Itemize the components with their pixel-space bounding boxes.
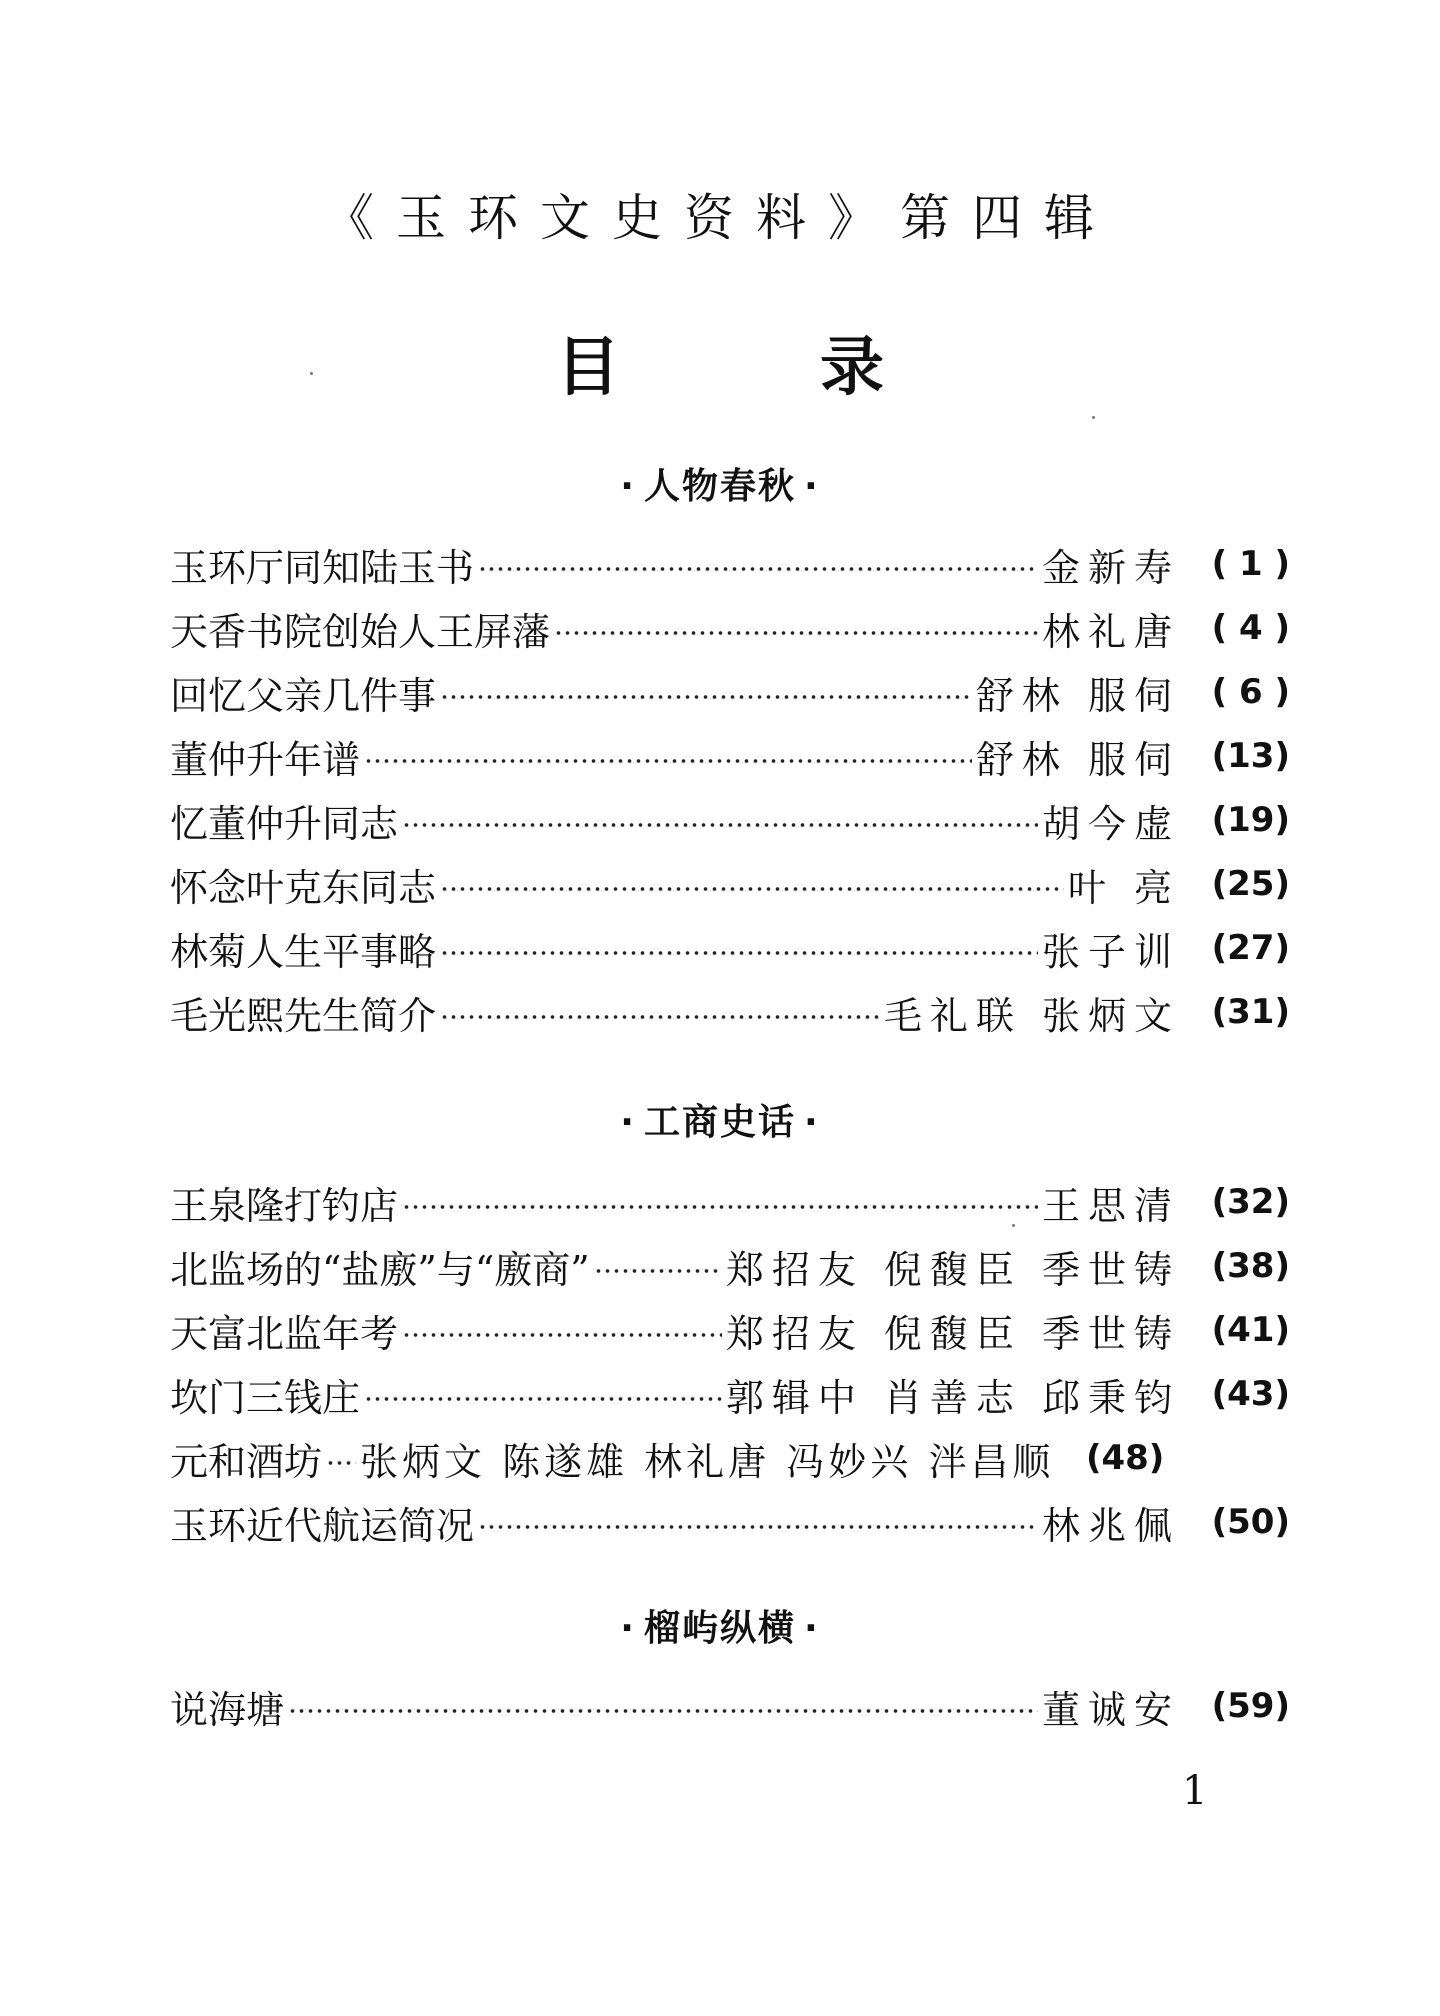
entry-page: ( 6 ) bbox=[1211, 672, 1290, 712]
entry-author: 胡今虚 bbox=[1041, 801, 1180, 846]
toc-entry[interactable] bbox=[170, 598, 1290, 658]
dot-leader bbox=[478, 566, 1038, 572]
toc-entry[interactable] bbox=[170, 1300, 1290, 1360]
dot-leader bbox=[326, 1460, 356, 1466]
scan-speck bbox=[1012, 1224, 1015, 1227]
dot-leader bbox=[440, 950, 1038, 956]
entry-page: (13) bbox=[1211, 736, 1290, 776]
entry-author: 郭辑中 肖善志 邱秉钧 bbox=[725, 1375, 1180, 1420]
toc-entry[interactable] bbox=[170, 1492, 1290, 1552]
entry-page: (32) bbox=[1211, 1182, 1290, 1222]
entry-author: 林礼唐 bbox=[1041, 609, 1180, 654]
toc-entry[interactable] bbox=[170, 534, 1290, 594]
section-heading: · 榴屿纵横 · bbox=[620, 1608, 820, 1649]
entry-title: 玉环近代航运简况 bbox=[170, 1503, 475, 1548]
page-number: 1 bbox=[1182, 1768, 1208, 1814]
entry-page: (41) bbox=[1211, 1310, 1290, 1350]
entry-author: 王思清 bbox=[1041, 1183, 1180, 1228]
entry-title: 回忆父亲几件事 bbox=[170, 673, 437, 718]
toc-entry[interactable] bbox=[170, 854, 1290, 914]
dot-leader bbox=[364, 1396, 722, 1402]
entry-page: (59) bbox=[1211, 1686, 1290, 1726]
entry-author: 林兆佩 bbox=[1041, 1503, 1180, 1548]
entry-author: 董诚安 bbox=[1041, 1687, 1180, 1732]
entry-title: 玉环厅同知陆玉书 bbox=[170, 545, 475, 590]
toc-entry[interactable] bbox=[170, 1428, 1290, 1488]
entry-author: 金新寿 bbox=[1041, 545, 1180, 590]
section-heading: · 工商史话 · bbox=[620, 1102, 820, 1143]
dot-leader bbox=[478, 1524, 1038, 1530]
toc-entry[interactable] bbox=[170, 790, 1290, 850]
dot-leader bbox=[402, 1204, 1038, 1210]
dot-leader bbox=[364, 758, 972, 764]
entry-page: (43) bbox=[1211, 1374, 1290, 1414]
toc-title bbox=[0, 316, 1440, 408]
entry-title: 北监场的“盐廒”与“廒商” bbox=[170, 1247, 590, 1292]
entry-title: 元和酒坊 bbox=[170, 1439, 323, 1484]
dot-leader bbox=[554, 630, 1038, 636]
entry-title: 坎门三钱庄 bbox=[170, 1375, 361, 1420]
toc-entry[interactable] bbox=[170, 1172, 1290, 1232]
scan-speck bbox=[1092, 416, 1095, 419]
toc-entry[interactable] bbox=[170, 662, 1290, 722]
entry-page: (25) bbox=[1211, 864, 1290, 904]
entry-author: 张炳文 陈遂雄 林礼唐 冯妙兴 泮昌顺 bbox=[360, 1439, 1055, 1484]
entry-author: 舒林 服伺 bbox=[975, 737, 1180, 782]
toc-entry[interactable] bbox=[170, 1364, 1290, 1424]
section-heading: · 人物春秋 · bbox=[620, 466, 820, 507]
dot-leader bbox=[402, 1332, 722, 1338]
entry-title: 林菊人生平事略 bbox=[170, 929, 437, 974]
entry-title: 毛光熙先生简介 bbox=[170, 993, 437, 1038]
scan-speck bbox=[310, 372, 313, 375]
toc-title-right: 录 bbox=[820, 331, 884, 405]
dot-leader bbox=[440, 886, 1064, 892]
entry-page: (50) bbox=[1211, 1502, 1290, 1542]
entry-author: 舒林 服伺 bbox=[975, 673, 1180, 718]
entry-author: 毛礼联 张炳文 bbox=[883, 993, 1180, 1038]
section-heading-text: 人物春秋 bbox=[643, 466, 796, 507]
toc-entry[interactable] bbox=[170, 982, 1290, 1042]
dot-leader bbox=[594, 1268, 722, 1274]
entry-author: 张子训 bbox=[1041, 929, 1180, 974]
entry-title: 天富北监年考 bbox=[170, 1311, 399, 1356]
entry-author: 郑招友 倪馥臣 季世铸 bbox=[725, 1311, 1180, 1356]
dot-leader bbox=[440, 1014, 880, 1020]
entry-page: (27) bbox=[1211, 928, 1290, 968]
entry-page: (48) bbox=[1085, 1438, 1165, 1478]
dot-leader bbox=[440, 694, 972, 700]
entry-page: ( 4 ) bbox=[1211, 608, 1290, 648]
entry-page: ( 1 ) bbox=[1211, 544, 1290, 584]
book-title: 《玉环文史资料》第四辑 bbox=[324, 189, 1116, 247]
section-heading-text: 榴屿纵横 bbox=[643, 1608, 796, 1649]
entry-title: 怀念叶克东同志 bbox=[170, 865, 437, 910]
entry-title: 忆董仲升同志 bbox=[170, 801, 399, 846]
entry-title: 说海塘 bbox=[170, 1687, 285, 1732]
entry-title: 董仲升年谱 bbox=[170, 737, 361, 782]
toc-title-left: 目 bbox=[556, 331, 620, 405]
entry-page: (19) bbox=[1211, 800, 1290, 840]
toc-entry[interactable] bbox=[170, 1236, 1290, 1296]
entry-author: 叶 亮 bbox=[1067, 865, 1180, 910]
dot-leader bbox=[288, 1708, 1038, 1714]
entry-title: 天香书院创始人王屏藩 bbox=[170, 609, 551, 654]
toc-entry[interactable] bbox=[170, 1676, 1290, 1736]
toc-entry[interactable] bbox=[170, 726, 1290, 786]
entry-author: 郑招友 倪馥臣 季世铸 bbox=[725, 1247, 1180, 1292]
section-heading-text: 工商史话 bbox=[643, 1102, 796, 1143]
dot-leader bbox=[402, 822, 1038, 828]
entry-page: (38) bbox=[1211, 1246, 1290, 1286]
entry-title: 王泉隆打钓店 bbox=[170, 1183, 399, 1228]
toc-entry[interactable] bbox=[170, 918, 1290, 978]
entry-page: (31) bbox=[1211, 992, 1290, 1032]
